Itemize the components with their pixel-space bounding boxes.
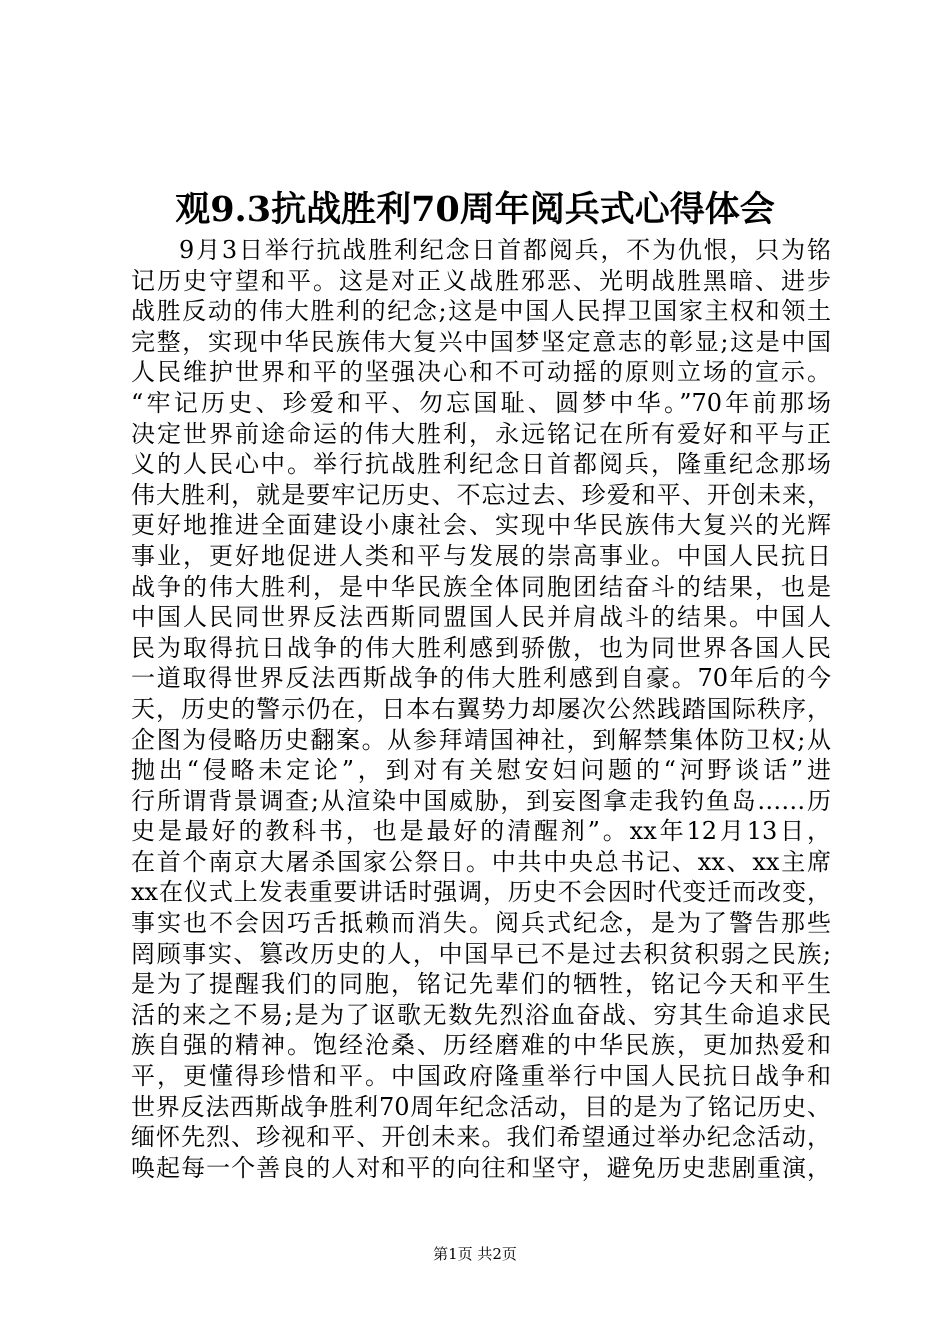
paragraph-line: 罔顾事实、篡改历史的人，中国早已不是过去积贫积弱之民族; [131,939,831,968]
paragraph-line: 完整，实现中华民族伟大复兴中国梦坚定意志的彰显;这是中国 [131,327,831,356]
paragraph-line: 事业，更好地促进人类和平与发展的崇高事业。中国人民抗日 [131,541,831,570]
paragraph-line: 缅怀先烈、珍视和平、开创未来。我们希望通过举办纪念活动， [131,1123,831,1152]
paragraph-line: 族自强的精神。饱经沧桑、历经磨难的中华民族，更加热爱和 [131,1031,831,1060]
paragraph-line: 更好地推进全面建设小康社会、实现中华民族伟大复兴的光辉 [131,511,831,540]
paragraph-line: 战胜反动的伟大胜利的纪念;这是中国人民捍卫国家主权和领土 [131,297,831,326]
paragraph-line: 天，历史的警示仍在，日本右翼势力却屡次公然践踏国际秩序， [131,694,831,723]
paragraph-line: 战争的伟大胜利，是中华民族全体同胞团结奋斗的结果，也是 [131,572,831,601]
paragraph-line: xx在仪式上发表重要讲话时强调，历史不会因时代变迁而改变， [131,878,831,907]
paragraph-line: 世界反法西斯战争胜利70周年纪念活动，目的是为了铭记历史、 [131,1092,831,1121]
paragraph-line: 企图为侵略历史翻案。从参拜靖国神社，到解禁集体防卫权;从 [131,725,831,754]
paragraph-line: 决定世界前途命运的伟大胜利，永远铭记在所有爱好和平与正 [131,419,831,448]
document-body [131,235,831,1183]
document-title: 观9.3抗战胜利70周年阅兵式心得体会 [175,189,775,230]
paragraph-line: 民为取得抗日战争的伟大胜利感到骄傲，也为同世界各国人民 [131,633,831,662]
paragraph-line: 活的来之不易;是为了讴歌无数先烈浴血奋战、穷其生命追求民 [131,1000,831,1029]
paragraph-line: 伟大胜利，就是要牢记历史、不忘过去、珍爱和平、开创未来， [131,480,831,509]
paragraph-line: 在首个南京大屠杀国家公祭日。中共中央总书记、xx、xx主席 [131,847,831,876]
paragraph-line: 是为了提醒我们的同胞，铭记先辈们的牺牲，铭记今天和平生 [131,970,831,999]
paragraph-line: 中国人民同世界反法西斯同盟国人民并肩战斗的结果。中国人 [131,603,831,632]
page-footer: 第1页 共2页 [433,1245,517,1263]
paragraph-line: 9月3日举行抗战胜利纪念日首都阅兵，不为仇恨，只为铭 [179,236,831,264]
paragraph-line: 平，更懂得珍惜和平。中国政府隆重举行中国人民抗日战争和 [131,1062,831,1091]
paragraph-line: 一道取得世界反法西斯战争的伟大胜利感到自豪。70年后的今 [131,664,831,693]
paragraph-line: 抛出“侵略未定论”，到对有关慰安妇问题的“河野谈话”进 [131,756,831,785]
paragraph-line: 行所谓背景调查;从渲染中国威胁，到妄图拿走我钓鱼岛……历 [131,786,831,815]
paragraph-line: 唤起每一个善良的人对和平的向往和坚守，避免历史悲剧重演， [131,1153,831,1182]
paragraph-line: 人民维护世界和平的坚强决心和不可动摇的原则立场的宣示。 [131,358,831,387]
paragraph-line: 义的人民心中。举行抗战胜利纪念日首都阅兵，隆重纪念那场 [131,450,831,479]
paragraph-line: 记历史守望和平。这是对正义战胜邪恶、光明战胜黑暗、进步 [131,266,831,295]
paragraph-line: 史是最好的教科书，也是最好的清醒剂”。xx年12月13日， [131,817,831,846]
paragraph-line: 事实也不会因巧舌抵赖而消失。阅兵式纪念，是为了警告那些 [131,909,831,938]
paragraph-line: “牢记历史、珍爱和平、勿忘国耻、圆梦中华。”70年前那场 [131,388,831,417]
